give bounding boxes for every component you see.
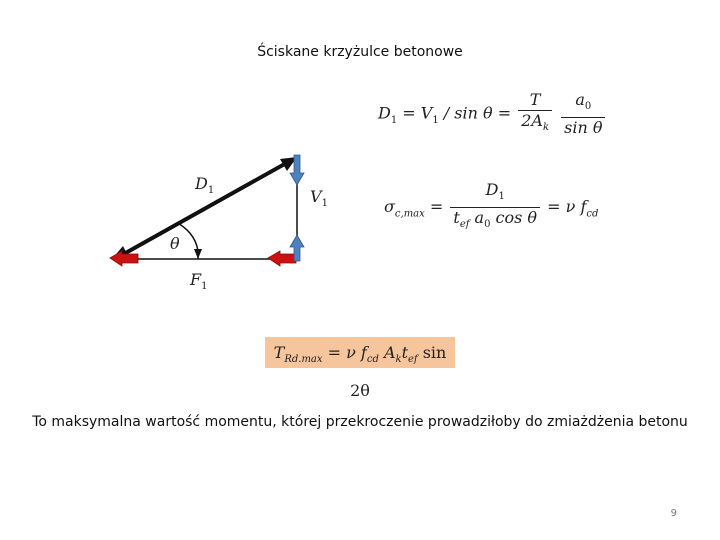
label-f1: $F_1$ [190, 270, 208, 292]
angle-arc-arrowhead [194, 249, 202, 259]
label-theta: θ [170, 234, 180, 253]
label-v1: $V_1$ [310, 187, 328, 209]
red-force-arrow-right [268, 251, 296, 266]
fraction-t-over-2ak: $\frac{T}{2A_k}$ [518, 90, 552, 138]
strut-force-diagram [100, 145, 330, 305]
fraction-a0-over-sin: $\frac{a_0}{\text{sin θ}}$ [561, 90, 605, 138]
slide-title: Ściskane krzyżulce betonowe [257, 44, 463, 60]
slide-caption: To maksymalna wartość momentu, której przekroczenie prowadziłoby do zmiażdżenia betonu [32, 414, 688, 430]
highlighted-formula-trd-max: $T_{Rd.max} = \nu$ $f_{cd}$ $A_kt_{ef}$ sin 2θ [265, 337, 455, 368]
fraction-d1-over-tef: $\frac{D_1}{t_{ef} a_0 \cos \theta}$ [450, 180, 540, 235]
page-number: 9 [670, 508, 677, 519]
angle-arc [178, 223, 198, 259]
label-d1: $D_1$ [195, 174, 215, 196]
equation-d1: $D_1 = V_1 / \sin \theta$ = $\frac{T}{2A_k}$ $\frac{a_0}{\text{sin θ}}$ [378, 90, 607, 138]
equation-sigma-max: $\sigma_{c,max}$ = $\frac{D_1}{t_{ef} a_0 \cos \theta}$ = ν $f_{cd}$ [384, 180, 598, 235]
